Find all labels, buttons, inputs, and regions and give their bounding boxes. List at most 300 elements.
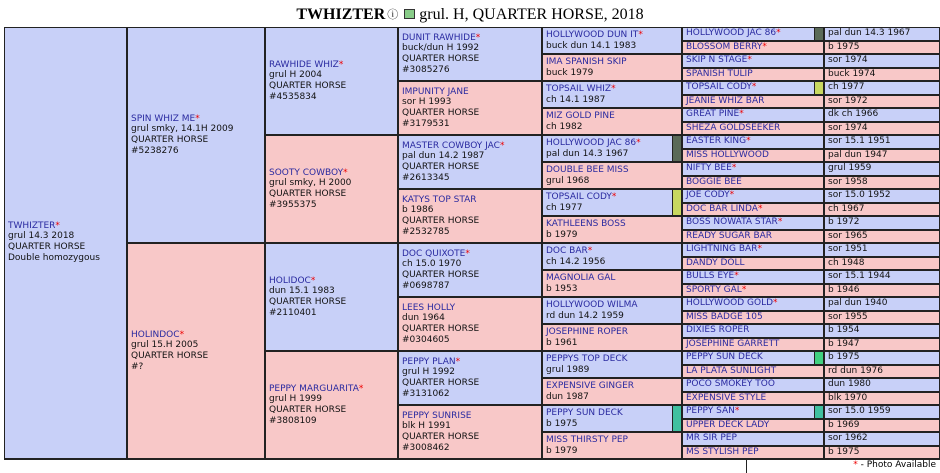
horse-name[interactable]: UPPER DECK LADY xyxy=(686,419,770,430)
gen5-name-cell xyxy=(682,284,824,298)
horse-detail-line2: QUARTER HORSE xyxy=(269,189,347,199)
horse-name[interactable]: PEPPY SUN DECK xyxy=(686,352,763,362)
gen5-name-cell xyxy=(682,446,824,460)
horse-name-line xyxy=(686,217,820,228)
horse-name-line xyxy=(402,33,538,44)
horse-detail-info: ch 1977 xyxy=(828,82,865,92)
photo-star: * xyxy=(475,32,481,43)
horse-name-line xyxy=(686,406,820,417)
horse-name-line xyxy=(546,327,678,338)
horse-name-line xyxy=(546,435,678,446)
gen5-info-cell xyxy=(824,338,940,352)
photo-star: * xyxy=(55,220,60,231)
horse-detail-info: sor 1955 xyxy=(828,311,868,322)
info-icon[interactable]: ⓘ xyxy=(387,9,399,21)
footer-star: * xyxy=(853,460,858,470)
gen5-info-cell xyxy=(824,405,940,419)
gen5-name-cell xyxy=(682,392,824,406)
horse-name-line xyxy=(546,381,678,392)
horse-detail-line1: dun 1987 xyxy=(546,391,589,402)
horse-detail-line1: dun 1964 xyxy=(402,313,445,324)
horse-name[interactable]: PEPPYS TOP DECK xyxy=(546,353,628,364)
horse-name[interactable]: TWHIZTER xyxy=(8,220,56,231)
horse-detail-line1: buck dun 14.1 1983 xyxy=(546,40,637,51)
gen4-cell xyxy=(542,27,682,54)
gen5-info-cell xyxy=(824,324,940,338)
photo-star: * xyxy=(757,203,763,214)
horse-detail-info: sor 1974 xyxy=(828,55,868,65)
horse-name-line xyxy=(546,57,678,68)
horse-name-line xyxy=(546,408,678,419)
horse-name[interactable]: POCO SMOKEY TOO xyxy=(686,379,775,389)
horse-name[interactable]: PEPPY SUN DECK xyxy=(546,407,623,418)
horse-detail-line1: b 1986 xyxy=(402,205,434,216)
horse-name-line xyxy=(8,221,123,232)
horse-detail-line3: #3179531 xyxy=(402,118,450,129)
gen4-cell xyxy=(542,378,682,405)
horse-detail-info: pal dun 1940 xyxy=(828,298,888,308)
horse-name-line xyxy=(686,150,820,161)
horse-name[interactable]: MASTER COWBOY JAC xyxy=(402,140,500,151)
gen5-info-cell xyxy=(824,257,940,271)
photo-star: * xyxy=(338,59,344,70)
gen5-info-cell xyxy=(824,68,940,82)
horse-detail-info: dun 1980 xyxy=(828,379,871,389)
horse-name-line xyxy=(686,379,820,390)
horse-detail-line3: #? xyxy=(131,361,144,372)
horse-detail-info: sor 15.0 1959 xyxy=(828,406,891,416)
horse-detail-line1: dun 15.1 1983 xyxy=(269,286,335,297)
horse-name[interactable]: DUNIT RAWHIDE xyxy=(402,32,476,43)
horse-name-line xyxy=(402,303,538,314)
horse-name[interactable]: PEPPY SUNRISE xyxy=(402,410,472,421)
horse-detail-line1: buck/dun H 1992 xyxy=(402,43,480,54)
horse-name-line xyxy=(686,109,820,120)
horse-name-line xyxy=(402,195,538,206)
horse-name[interactable]: SKIP N STAGE xyxy=(686,55,748,65)
horse-detail-line1: b 1979 xyxy=(546,229,578,240)
horse-name[interactable]: EXPENSIVE GINGER xyxy=(546,380,635,391)
horse-name[interactable]: HOLLYWOOD GOLD xyxy=(686,298,774,308)
horse-name[interactable]: DOC BAR LINDA xyxy=(686,203,758,214)
horse-detail-info: b 1972 xyxy=(828,217,860,227)
horse-name[interactable]: MIZ GOLD PINE xyxy=(546,110,615,121)
horse-name-line xyxy=(546,111,678,122)
gen3-cell xyxy=(398,405,542,459)
photo-star: * xyxy=(751,82,757,92)
horse-name-line xyxy=(686,433,820,444)
horse-detail-line3: #3808109 xyxy=(269,415,317,426)
horse-name[interactable]: DANDY DOLL xyxy=(686,257,745,268)
horse-name-line xyxy=(269,276,394,287)
photo-star: * xyxy=(739,109,744,119)
gen5-name-cell xyxy=(682,419,824,433)
horse-detail-info: sor 1972 xyxy=(828,95,868,106)
gen5-name-cell xyxy=(682,257,824,271)
horse-name-line xyxy=(686,366,820,377)
photo-star: * xyxy=(773,298,778,308)
photo-star: * xyxy=(343,167,348,178)
horse-detail-line1: grul H 1992 xyxy=(402,367,456,378)
horse-name[interactable]: DOC QUIXOTE xyxy=(402,248,466,259)
horse-name[interactable]: JEANIE WHIZ BAR xyxy=(686,95,765,106)
horse-name-line xyxy=(546,138,678,149)
horse-name[interactable]: MAGNOLIA GAL xyxy=(546,272,616,283)
horse-name[interactable]: MR SIR PEP xyxy=(686,433,737,443)
horse-detail-line1: buck 1979 xyxy=(546,67,594,78)
gen5-info-cell xyxy=(824,95,940,109)
horse-detail-line1: grul 1968 xyxy=(546,175,590,186)
horse-detail-line3: Double homozygous xyxy=(8,252,100,263)
horse-name[interactable]: LIGHTNING BAR xyxy=(686,244,758,254)
gen5-info-cell xyxy=(824,189,940,203)
gen5-name-cell xyxy=(682,203,824,217)
horse-name[interactable]: HOLINDOC xyxy=(131,329,180,340)
gen5-info-cell xyxy=(824,54,940,68)
horse-name[interactable]: PEPPY PLAN xyxy=(402,356,456,367)
horse-name[interactable]: LEES HOLLY xyxy=(402,302,456,313)
horse-name-line xyxy=(686,55,820,66)
gen5-info-cell xyxy=(824,311,940,325)
horse-name-line xyxy=(686,136,820,147)
horse-details-title: grul. H, QUARTER HORSE, 2018 xyxy=(419,6,644,23)
gen3-cell xyxy=(398,351,542,405)
horse-name-line xyxy=(546,246,678,257)
footer-note-text: - Photo Available xyxy=(857,460,936,470)
horse-detail-line2: QUARTER HORSE xyxy=(131,351,209,361)
horse-detail-line3: #3008462 xyxy=(402,442,450,453)
horse-name-line xyxy=(686,271,820,282)
photo-star: * xyxy=(455,356,461,367)
horse-name[interactable]: EASTER KING xyxy=(686,136,747,146)
color-marker xyxy=(672,405,682,432)
horse-name-line xyxy=(686,258,820,269)
pedigree-chart xyxy=(4,27,940,459)
horse-detail-line3: #4535834 xyxy=(269,91,317,102)
horse-name-line xyxy=(686,231,820,242)
gen5-info-cell xyxy=(824,216,940,230)
gen5-name-cell xyxy=(682,230,824,244)
horse-detail-info: rd dun 1976 xyxy=(828,365,884,376)
gen5-name-cell xyxy=(682,311,824,325)
gen5-info-cell xyxy=(824,284,940,298)
horse-detail-line1: ch 14.1 1987 xyxy=(546,94,606,105)
photo-star: * xyxy=(734,271,739,281)
horse-detail-line1: b 1953 xyxy=(546,283,578,294)
horse-name-line xyxy=(131,330,261,341)
gen2-cell xyxy=(265,135,398,243)
horse-name-line xyxy=(402,249,538,260)
horse-detail-info: b 1946 xyxy=(828,284,860,295)
horse-name[interactable]: HOLIDOC xyxy=(269,275,311,286)
photo-star: * xyxy=(731,163,737,173)
color-marker xyxy=(672,135,682,162)
horse-name[interactable]: READY SUGAR BAR xyxy=(686,230,773,241)
horse-name[interactable]: KATHLEENS BOSS xyxy=(546,218,626,229)
gen5-name-cell xyxy=(682,95,824,109)
horse-detail-info: sor 1962 xyxy=(828,433,868,443)
photo-star: * xyxy=(638,29,643,40)
gen5-name-cell xyxy=(682,324,824,338)
gen4-cell xyxy=(542,405,682,432)
gen5-name-cell xyxy=(682,365,824,379)
horse-detail-info: b 1947 xyxy=(828,338,860,349)
horse-name-line xyxy=(686,28,820,39)
horse-name-line xyxy=(546,84,678,95)
photo-star: * xyxy=(746,136,751,146)
color-marker xyxy=(814,27,824,41)
horse-name[interactable]: SOOTY COWBOY xyxy=(269,167,344,178)
photo-star: * xyxy=(465,248,470,259)
horse-detail-line2: QUARTER HORSE xyxy=(402,108,480,118)
horse-name-line xyxy=(686,339,820,350)
horse-name[interactable]: IMA SPANISH SKIP xyxy=(546,56,627,67)
horse-detail-line2: QUARTER HORSE xyxy=(402,432,480,442)
photo-star: * xyxy=(734,406,740,416)
photo-star: * xyxy=(762,41,767,52)
gen5-name-cell xyxy=(682,432,824,446)
subject-cell xyxy=(4,27,127,459)
horse-name[interactable]: DOC BAR xyxy=(546,245,588,256)
horse-detail-line1: pal dun 14.2 1987 xyxy=(402,151,485,162)
horse-name-line xyxy=(686,69,820,80)
horse-name-line xyxy=(546,300,678,311)
horse-name[interactable]: EXPENSIVE STYLE xyxy=(686,392,767,403)
horse-name-line xyxy=(686,298,820,309)
horse-detail-info: b 1975 xyxy=(828,352,860,362)
gen5-info-cell xyxy=(824,135,940,149)
gen1-cell xyxy=(127,27,265,243)
horse-detail-line1: rd dun 14.2 1959 xyxy=(546,310,624,321)
horse-name[interactable]: MS STYLISH PEP xyxy=(686,446,759,457)
gen5-name-cell xyxy=(682,216,824,230)
gen3-cell xyxy=(398,27,542,81)
gen5-name-cell xyxy=(682,162,824,176)
horse-name[interactable]: DOUBLE BEE MISS xyxy=(546,164,629,175)
horse-name[interactable]: LA PLATA SUNLIGHT xyxy=(686,365,777,376)
gen4-cell xyxy=(542,189,682,216)
horse-name[interactable]: DIXIES ROPER xyxy=(686,325,750,335)
horse-detail-info: buck 1974 xyxy=(828,68,876,79)
photo-icon[interactable] xyxy=(404,9,415,19)
horse-detail-line2: QUARTER HORSE xyxy=(402,216,480,226)
horse-detail-info: sor 1958 xyxy=(828,176,868,187)
horse-name[interactable]: HOLLYWOOD DUN IT xyxy=(546,29,639,40)
gen5-info-cell xyxy=(824,270,940,284)
photo-star: * xyxy=(757,244,762,254)
horse-detail-line2: QUARTER HORSE xyxy=(402,378,480,388)
gen5-name-cell xyxy=(682,189,824,203)
horse-name[interactable]: BLOSSOM BERRY xyxy=(686,41,763,52)
horse-detail-info: blk 1970 xyxy=(828,392,868,403)
gen2-cell xyxy=(265,27,398,135)
gen5-info-cell xyxy=(824,27,940,41)
horse-detail-info: sor 15.1 1944 xyxy=(828,271,891,281)
horse-name[interactable]: NIFTY BEE xyxy=(686,163,732,173)
gen5-name-cell xyxy=(682,149,824,163)
horse-name[interactable]: PEPPY MARGUARITA xyxy=(269,383,359,394)
horse-detail-line2: QUARTER HORSE xyxy=(402,270,480,280)
horse-detail-line1: b 1979 xyxy=(546,445,578,456)
horse-detail-line3: #2110401 xyxy=(269,307,317,318)
horse-name-line xyxy=(402,87,538,98)
horse-name-line xyxy=(131,114,261,125)
horse-detail-line2: QUARTER HORSE xyxy=(402,324,480,334)
horse-name[interactable]: IMPUNITY JANE xyxy=(402,86,469,97)
gen5-info-cell xyxy=(824,446,940,460)
horse-name-line xyxy=(686,82,820,93)
horse-detail-info: ch 1948 xyxy=(828,257,865,268)
horse-name[interactable]: SHEZA GOLDSEEKER xyxy=(686,122,781,133)
gen4-cell xyxy=(542,54,682,81)
gen5-name-cell xyxy=(682,378,824,392)
horse-detail-line1: blk H 1991 xyxy=(402,421,451,432)
horse-detail-info: b 1969 xyxy=(828,419,860,430)
gen4-cell xyxy=(542,351,682,378)
horse-name[interactable]: BULLS EYE xyxy=(686,271,735,281)
photo-star: * xyxy=(179,329,185,340)
horse-detail-line2: QUARTER HORSE xyxy=(269,405,347,415)
gen3-cell xyxy=(398,135,542,189)
gen5-info-cell xyxy=(824,108,940,122)
gen4-cell xyxy=(542,243,682,270)
horse-detail-info: sor 1951 xyxy=(828,244,868,254)
gen4-cell xyxy=(542,81,682,108)
horse-detail-line1: b 1975 xyxy=(546,418,578,429)
gen5-info-cell xyxy=(824,378,940,392)
photo-star: * xyxy=(741,284,747,295)
color-marker xyxy=(814,405,824,419)
gen5-name-cell xyxy=(682,270,824,284)
horse-name[interactable]: SPORTY GAL xyxy=(686,284,742,295)
horse-name-line xyxy=(546,273,678,284)
gen5-info-cell xyxy=(824,351,940,365)
gen5-info-cell xyxy=(824,41,940,55)
horse-detail-line3: #3131062 xyxy=(402,388,450,399)
horse-detail-info: b 1975 xyxy=(828,446,860,457)
horse-name-line xyxy=(546,165,678,176)
horse-name[interactable]: MISS HOLLYWOOD xyxy=(686,149,769,160)
gen5-name-cell xyxy=(682,27,824,41)
horse-detail-line1: grul H 2004 xyxy=(269,70,323,81)
horse-name[interactable]: MISS BADGE 105 xyxy=(686,311,763,322)
horse-name[interactable]: KATYS TOP STAR xyxy=(402,194,477,205)
horse-detail-info: sor 1965 xyxy=(828,230,868,241)
horse-name[interactable]: JOE CODY xyxy=(686,190,730,200)
gen5-info-cell xyxy=(824,162,940,176)
horse-name[interactable]: SPANISH TULIP xyxy=(686,68,753,79)
horse-detail-line3: #3955375 xyxy=(269,199,317,210)
horse-detail-line1: ch 14.2 1956 xyxy=(546,256,606,267)
horse-detail-line2: QUARTER HORSE xyxy=(8,242,86,252)
gen5-name-cell xyxy=(682,176,824,190)
gen5-info-cell xyxy=(824,176,940,190)
horse-detail-line1: b 1961 xyxy=(546,337,578,348)
gen4-cell xyxy=(542,108,682,135)
horse-detail-line3: #0304605 xyxy=(402,334,450,345)
gen5-name-cell xyxy=(682,338,824,352)
horse-detail-line1: pal dun 14.3 1967 xyxy=(546,148,629,159)
horse-detail-line2: QUARTER HORSE xyxy=(402,54,480,64)
gen5-name-cell xyxy=(682,81,824,95)
horse-name[interactable]: BOSS NOWATA STAR xyxy=(686,217,778,227)
gen4-cell xyxy=(542,270,682,297)
horse-name-line xyxy=(402,141,538,152)
horse-name-line xyxy=(269,384,394,395)
horse-name-line xyxy=(269,60,394,71)
horse-name[interactable]: HOLLYWOOD WILMA xyxy=(546,299,638,310)
horse-detail-info: pal dun 1947 xyxy=(828,149,888,160)
gen5-info-cell xyxy=(824,392,940,406)
horse-detail-line1: ch 15.0 1970 xyxy=(402,259,462,270)
color-marker xyxy=(814,351,824,365)
gen2-cell xyxy=(265,243,398,351)
horse-name-line xyxy=(686,244,820,255)
horse-detail-line1: grul 15.H 2005 xyxy=(131,340,199,351)
gen4-cell xyxy=(542,324,682,351)
horse-detail-line1: grul smky, 14.1H 2009 xyxy=(131,124,234,135)
horse-name-line xyxy=(686,285,820,296)
gen5-name-cell xyxy=(682,243,824,257)
horse-name[interactable]: TOPSAIL WHIZ xyxy=(546,83,612,94)
horse-detail-info: b 1975 xyxy=(828,41,860,52)
gen5-info-cell xyxy=(824,432,940,446)
horse-name-line xyxy=(402,357,538,368)
horse-detail-line2: QUARTER HORSE xyxy=(269,297,347,307)
gen5-info-cell xyxy=(824,230,940,244)
photo-star: * xyxy=(611,191,617,202)
footer-divider xyxy=(746,460,747,473)
horse-name[interactable]: JOSEPHINE ROPER xyxy=(546,326,628,337)
horse-name[interactable]: GREAT PINE xyxy=(686,109,740,119)
horse-name[interactable]: TOPSAIL CODY xyxy=(686,82,752,92)
gen5-info-cell xyxy=(824,297,940,311)
page-title xyxy=(0,6,940,24)
gen1-cell xyxy=(127,243,265,459)
photo-star: * xyxy=(499,140,505,151)
horse-name[interactable]: BOGGIE BEE xyxy=(686,176,742,187)
horse-detail-info: grul 1959 xyxy=(828,163,872,173)
horse-name-line xyxy=(686,190,820,201)
gen5-name-cell xyxy=(682,135,824,149)
horse-detail-line1: ch 1977 xyxy=(546,202,583,213)
horse-name[interactable]: MISS THIRSTY PEP xyxy=(546,434,628,445)
horse-name[interactable]: RAWHIDE WHIZ xyxy=(269,59,339,70)
photo-star: * xyxy=(310,275,316,286)
horse-detail-info: b 1954 xyxy=(828,325,860,335)
horse-name[interactable]: HOLLYWOOD JAC 86 xyxy=(546,137,637,148)
horse-detail-line1: sor H 1993 xyxy=(402,97,452,108)
horse-name[interactable]: TOPSAIL CODY xyxy=(546,191,612,202)
gen4-cell xyxy=(542,297,682,324)
gen5-info-cell xyxy=(824,203,940,217)
gen3-cell xyxy=(398,297,542,351)
horse-name[interactable]: HOLLYWOOD JAC 86 xyxy=(686,28,777,38)
horse-detail-line3: #2532785 xyxy=(402,226,450,237)
horse-name[interactable]: JOSEPHINE GARRETT xyxy=(686,338,780,349)
horse-detail-line1: grul smky, H 2000 xyxy=(269,178,352,189)
horse-detail-line3: #2613345 xyxy=(402,172,450,183)
horse-name[interactable]: SPIN WHIZ ME xyxy=(131,113,196,124)
gen5-info-cell xyxy=(824,122,940,136)
horse-name-line xyxy=(546,219,678,230)
photo-star: * xyxy=(358,383,364,394)
gen5-info-cell xyxy=(824,243,940,257)
gen5-name-cell xyxy=(682,108,824,122)
horse-name[interactable]: PEPPY SAN xyxy=(686,406,735,416)
horse-name-line xyxy=(546,192,678,203)
gen5-info-cell xyxy=(824,81,940,95)
